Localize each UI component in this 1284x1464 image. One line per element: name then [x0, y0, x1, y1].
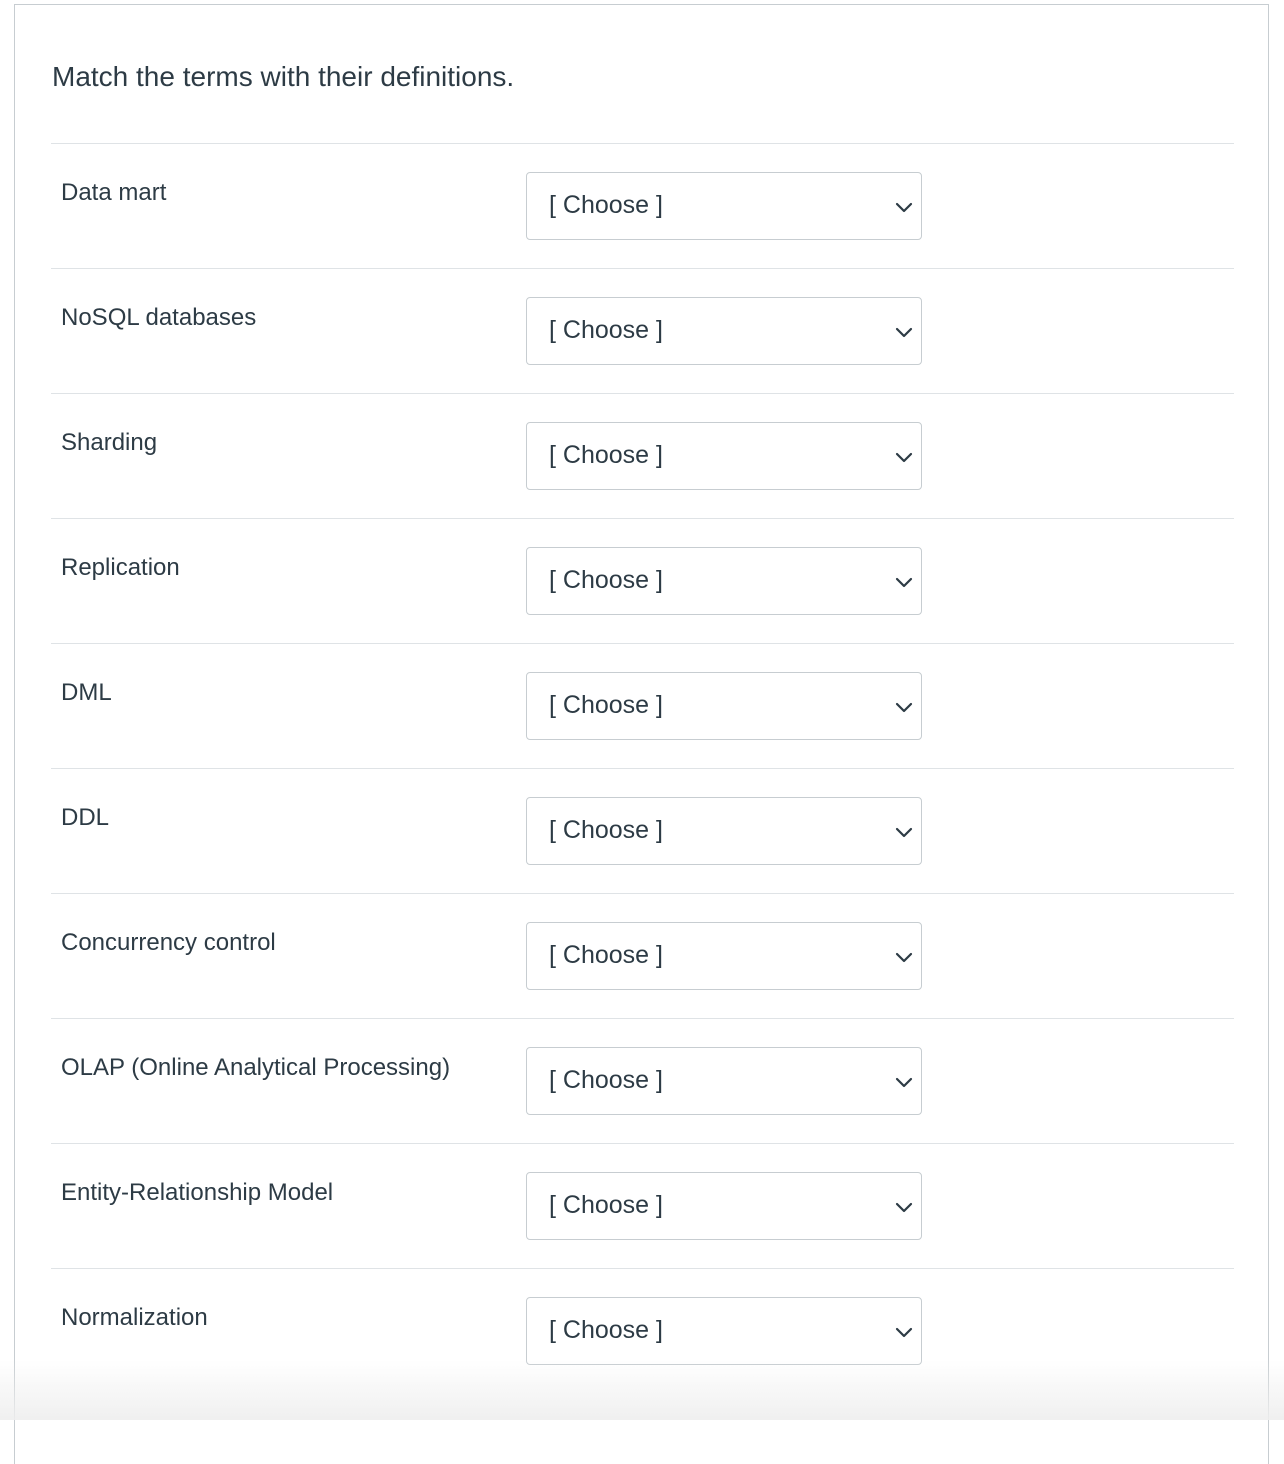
select-value: [ Choose ]: [549, 191, 663, 220]
select-value: [ Choose ]: [549, 1191, 663, 1220]
term-label: DML: [61, 679, 112, 707]
chevron-down-icon: [893, 946, 915, 968]
definition-select[interactable]: [526, 1172, 922, 1240]
select-value: [ Choose ]: [549, 1316, 663, 1345]
match-row: [51, 518, 1234, 643]
select-value: [ Choose ]: [549, 316, 663, 345]
term-label: OLAP (Online Analytical Processing): [61, 1054, 450, 1082]
match-row: [51, 768, 1234, 893]
select-value: [ Choose ]: [549, 1066, 663, 1095]
match-row: [51, 143, 1234, 268]
select-value: [ Choose ]: [549, 691, 663, 720]
chevron-down-icon: [893, 1196, 915, 1218]
definition-select[interactable]: [526, 297, 922, 365]
match-row: [51, 643, 1234, 768]
chevron-down-icon: [893, 321, 915, 343]
term-label: DDL: [61, 804, 109, 832]
match-row: [51, 893, 1234, 1018]
chevron-down-icon: [893, 696, 915, 718]
match-rows: [51, 143, 1234, 1393]
definition-select[interactable]: [526, 672, 922, 740]
question-panel: [14, 4, 1269, 1464]
chevron-down-icon: [893, 446, 915, 468]
match-row: [51, 393, 1234, 518]
term-label: Normalization: [61, 1304, 208, 1332]
select-value: [ Choose ]: [549, 566, 663, 595]
chevron-down-icon: [893, 1321, 915, 1343]
chevron-down-icon: [893, 196, 915, 218]
select-value: [ Choose ]: [549, 816, 663, 845]
definition-select[interactable]: [526, 172, 922, 240]
term-label: Entity-Relationship Model: [61, 1179, 333, 1207]
term-label: Replication: [61, 554, 180, 582]
question-prompt: Match the terms with their definitions.: [52, 61, 514, 93]
match-row: [51, 1018, 1234, 1143]
definition-select[interactable]: [526, 922, 922, 990]
definition-select[interactable]: [526, 1047, 922, 1115]
chevron-down-icon: [893, 1071, 915, 1093]
term-label: Concurrency control: [61, 929, 276, 957]
term-label: NoSQL databases: [61, 304, 256, 332]
definition-select[interactable]: [526, 422, 922, 490]
chevron-down-icon: [893, 571, 915, 593]
match-row: [51, 1268, 1234, 1393]
match-row: [51, 268, 1234, 393]
definition-select[interactable]: [526, 1297, 922, 1365]
select-value: [ Choose ]: [549, 941, 663, 970]
term-label: Data mart: [61, 179, 166, 207]
select-value: [ Choose ]: [549, 441, 663, 470]
match-row: [51, 1143, 1234, 1268]
chevron-down-icon: [893, 821, 915, 843]
definition-select[interactable]: [526, 547, 922, 615]
definition-select[interactable]: [526, 797, 922, 865]
term-label: Sharding: [61, 429, 157, 457]
